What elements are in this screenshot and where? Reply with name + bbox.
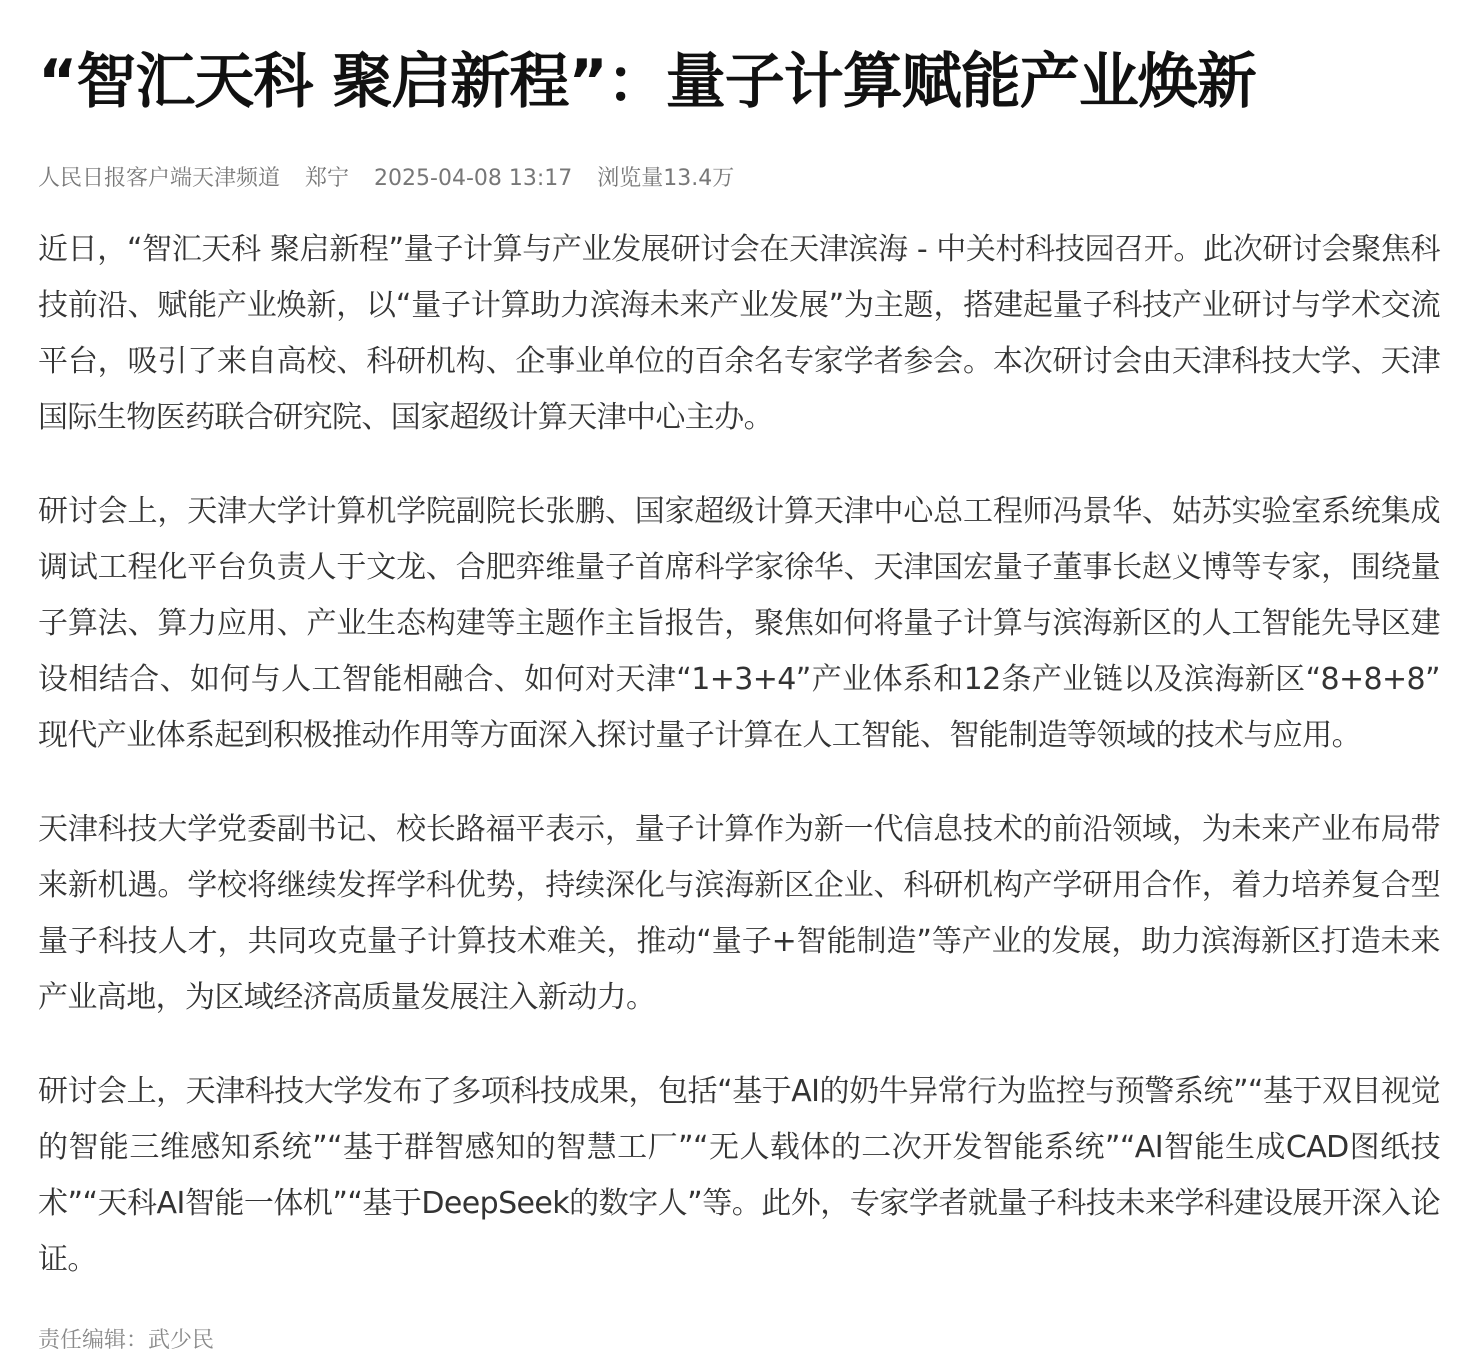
article bbox=[38, 0, 1440, 1356]
meta-datetime: 2025-04-08 13:17 bbox=[374, 166, 573, 191]
paragraph-1: 近日，“智汇天科 聚启新程”量子计算与产业发展研讨会在天津滨海 - 中关村科技园召开。此次研讨会聚焦科技前沿、赋能产业焕新，以“量子计算助力滨海未来产业发展”为主题，搭建起量子科技产业研讨与学术交流平台，吸引了来自高校、科研机构、企事业单位的百余名专家学者参会。本次研讨会由天津科技大学、天津国际生物医药联合研究院、国家超级计算天津中心主办。 bbox=[38, 232, 1440, 435]
article-meta bbox=[38, 164, 1440, 194]
paragraph-3: 天津科技大学党委副书记、校长路福平表示，量子计算作为新一代信息技术的前沿领域，为未来产业布局带来新机遇。学校将继续发挥学科优势，持续深化与滨海新区企业、科研机构产学研用合作，着力培养复合型量子科技人才，共同攻克量子计算技术难关，推动“量子+智能制造”等产业的发展，助力滨海新区打造未来产业高地，为区域经济高质量发展注入新动力。 bbox=[38, 812, 1440, 1015]
meta-author: 郑宁 bbox=[305, 166, 350, 191]
article-body bbox=[38, 222, 1440, 1288]
paragraph-4: 研讨会上，天津科技大学发布了多项科技成果，包括“基于AI的奶牛异常行为监控与预警系统”“基于双目视觉的智能三维感知系统”“基于群智感知的智慧工厂”“无人载体的二次开发智能系统”“AI智能生成CAD图纸技术”“天科AI智能一体机”“基于DeepSeek的数字人”等。此外，专家学者就量子科技未来学科建设展开深入论证。 bbox=[38, 1074, 1440, 1277]
meta-source: 人民日报客户端天津频道 bbox=[38, 166, 281, 191]
meta-views: 浏览量13.4万 bbox=[597, 166, 735, 191]
responsible-editor: 责任编辑：武少民 bbox=[38, 1328, 215, 1353]
paragraph-2: 研讨会上，天津大学计算机学院副院长张鹏、国家超级计算天津中心总工程师冯景华、姑苏实验室系统集成调试工程化平台负责人于文龙、合肥弈维量子首席科学家徐华、天津国宏量子董事长赵义博等专家，围绕量子算法、算力应用、产业生态构建等主题作主旨报告，聚焦如何将量子计算与滨海新区的人工智能先导区建设相结合、如何与人工智能相融合、如何对天津“1+3+4”产业体系和12条产业链以及滨海新区“8+8+8” 现代产业体系起到积极推动作用等方面深入探讨量子计算在人工智能、智能制造等领域的技术与应用。 bbox=[38, 494, 1440, 753]
article-title: “智汇天科 聚启新程”：量子计算赋能产业焕新 bbox=[38, 47, 1256, 117]
